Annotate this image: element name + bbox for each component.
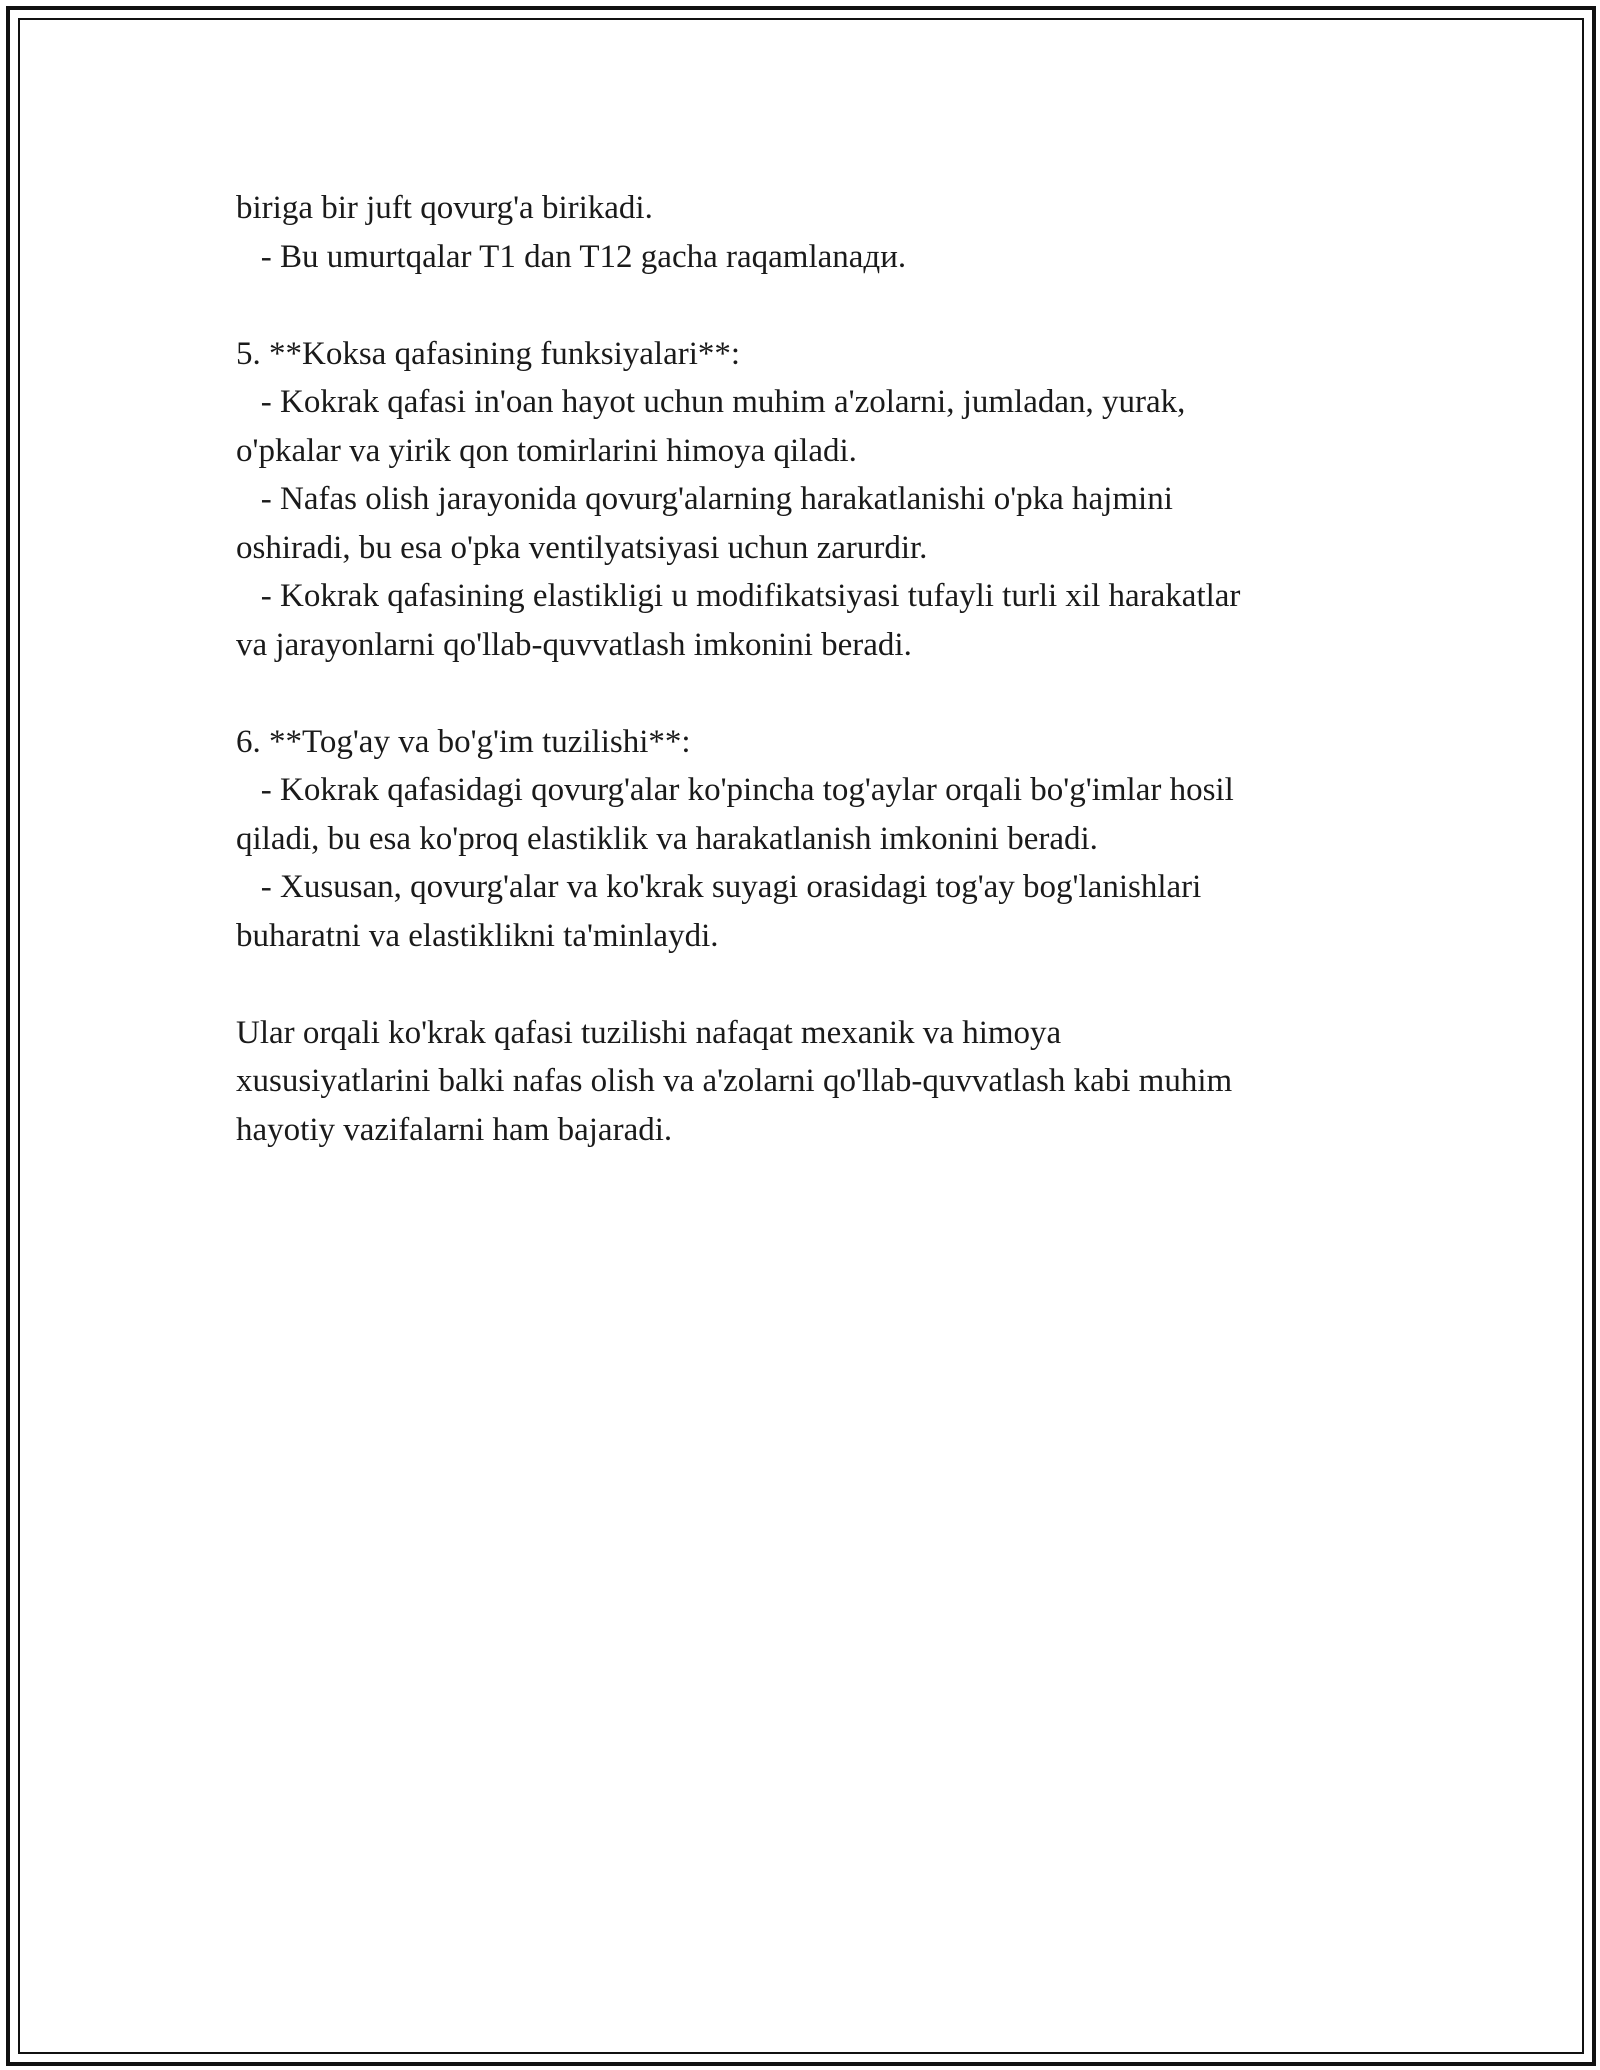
- text-line: o'pkalar va yirik qon tomirlarini himoya qiladi.: [236, 432, 857, 469]
- text-line: - Kokrak qafasidagi qovurg'alar ko'pincha tog'aylar orqali bo'g'imlar hosil: [236, 772, 1234, 808]
- blank-line: [236, 960, 1376, 1009]
- text-line: - Kokrak qafasining elastikligi u modifikatsiyasi tufayli turli xil harakatlar: [236, 578, 1241, 614]
- blank-line: [236, 669, 1376, 718]
- text-line: xususiyatlarini balki nafas olish va a'zolarni qo'llab-quvvatlash kabi muhim: [236, 1063, 1233, 1099]
- text-line: Ular orqali ko'krak qafasi tuzilishi nafaqat mexanik va himoya: [236, 1014, 1062, 1051]
- text-line: - Bu umurtqalar T1 dan T12 gacha raqamlanади.: [236, 238, 907, 275]
- text-line: buharatni va elastiklikni ta'minlaydi.: [236, 917, 719, 954]
- text-line: - Xususan, qovurg'alar va ko'krak suyagi orasidagi tog'ay bog'lanishlari: [236, 869, 1202, 905]
- text-line: biriga bir juft qovurg'a birikadi.: [236, 190, 653, 226]
- document-body: [236, 184, 1376, 1154]
- section-heading: 5. **Koksa qafasining funksiyalari**:: [236, 335, 741, 372]
- text-line: - Nafas olish jarayonida qovurg'alarning harakatlanishi o'pka hajmini: [236, 481, 1173, 517]
- text-line: va jarayonlarni qo'llab-quvvatlash imkonini beradi.: [236, 626, 912, 663]
- text-line: oshiradi, bu esa o'pka ventilyatsiyasi uchun zarurdir.: [236, 529, 928, 566]
- blank-line: [236, 281, 1376, 330]
- text-line: qiladi, bu esa ko'proq elastiklik va harakatlanish imkonini beradi.: [236, 820, 1098, 857]
- text-line: hayotiy vazifalarni ham bajaradi.: [236, 1111, 673, 1148]
- section-heading: 6. **Tog'ay va bo'g'im tuzilishi**:: [236, 723, 691, 760]
- text-line: - Kokrak qafasi in'oan hayot uchun muhim a'zolarni, jumladan, yurak,: [236, 384, 1186, 420]
